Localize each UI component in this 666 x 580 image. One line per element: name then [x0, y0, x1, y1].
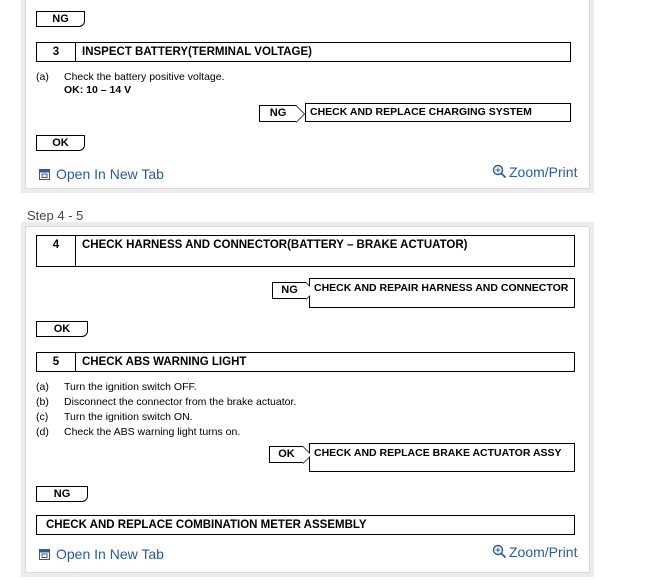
step-number: 4 [37, 236, 76, 266]
ok-tag: OK [36, 135, 85, 151]
step-4-box [36, 235, 575, 267]
magnifier-plus-icon [492, 164, 507, 182]
zoom-link-label[interactable]: Zoom/Print [509, 164, 578, 180]
diagram-panel-steps-4-5 [25, 226, 590, 573]
open-link-label[interactable]: Open In New Tab [56, 166, 164, 182]
step-title: CHECK HARNESS AND CONNECTOR(BATTERY – BRAKE ACTUATOR) [82, 239, 468, 251]
diagram-panel-step-3 [25, 0, 590, 189]
step-title: INSPECT BATTERY(TERMINAL VOLTAGE) [82, 46, 312, 58]
instruction-label: (d) [36, 426, 49, 438]
ng-tag-top: NG [36, 11, 85, 27]
final-action-box [36, 515, 575, 535]
external-tab-icon [39, 167, 50, 183]
instruction-c [36, 411, 193, 423]
instruction-d [36, 426, 240, 438]
ng-tag: NG [36, 486, 88, 502]
ng-arrow-tag: NG [259, 105, 296, 122]
ng-action-box: CHECK AND REPLACE CHARGING SYSTEM [305, 103, 571, 122]
step-number: 3 [37, 43, 76, 61]
external-tab-icon [39, 547, 50, 563]
final-action-text: CHECK AND REPLACE COMBINATION METER ASSEMBLY [46, 519, 367, 531]
step-title: CHECK ABS WARNING LIGHT [82, 356, 247, 368]
zoom-link-label[interactable]: Zoom/Print [509, 544, 578, 560]
instruction-text: Turn the ignition switch ON. [64, 411, 193, 423]
magnifier-plus-icon [492, 544, 507, 562]
zoom-print-link[interactable] [492, 164, 577, 182]
instruction-label: (a) [36, 381, 49, 393]
step-number: 5 [37, 353, 76, 371]
open-in-new-tab-link[interactable] [39, 546, 164, 563]
ng-arrow-tag: NG [272, 282, 306, 299]
ok-arrow-tag: OK [269, 446, 303, 463]
instruction-b [36, 396, 296, 408]
open-in-new-tab-link[interactable] [39, 166, 164, 183]
zoom-print-link[interactable] [492, 544, 577, 562]
instruction-a [36, 381, 197, 393]
ok-tag: OK [36, 321, 88, 337]
instruction-text: Disconnect the connector from the brake actuator. [64, 396, 297, 408]
instruction-text: Check the ABS warning light turns on. [64, 426, 241, 438]
step-range-label: Step 4 - 5 [27, 208, 84, 223]
instruction-text: Turn the ignition switch OFF. [64, 381, 197, 393]
step-5-box [36, 352, 575, 372]
open-link-label[interactable]: Open In New Tab [56, 546, 164, 562]
instruction-label: (c) [36, 411, 49, 423]
ng-action-box: CHECK AND REPAIR HARNESS AND CONNECTOR [309, 278, 575, 308]
instruction-text: Check the battery positive voltage. [64, 71, 225, 83]
instruction-a [36, 71, 225, 83]
step-3-box [36, 42, 571, 62]
ok-action-box: CHECK AND REPLACE BRAKE ACTUATOR ASSY [309, 443, 575, 472]
spec-text: OK: 10 – 14 V [64, 84, 132, 96]
instruction-label: (b) [36, 396, 49, 408]
instruction-label: (a) [36, 71, 49, 83]
